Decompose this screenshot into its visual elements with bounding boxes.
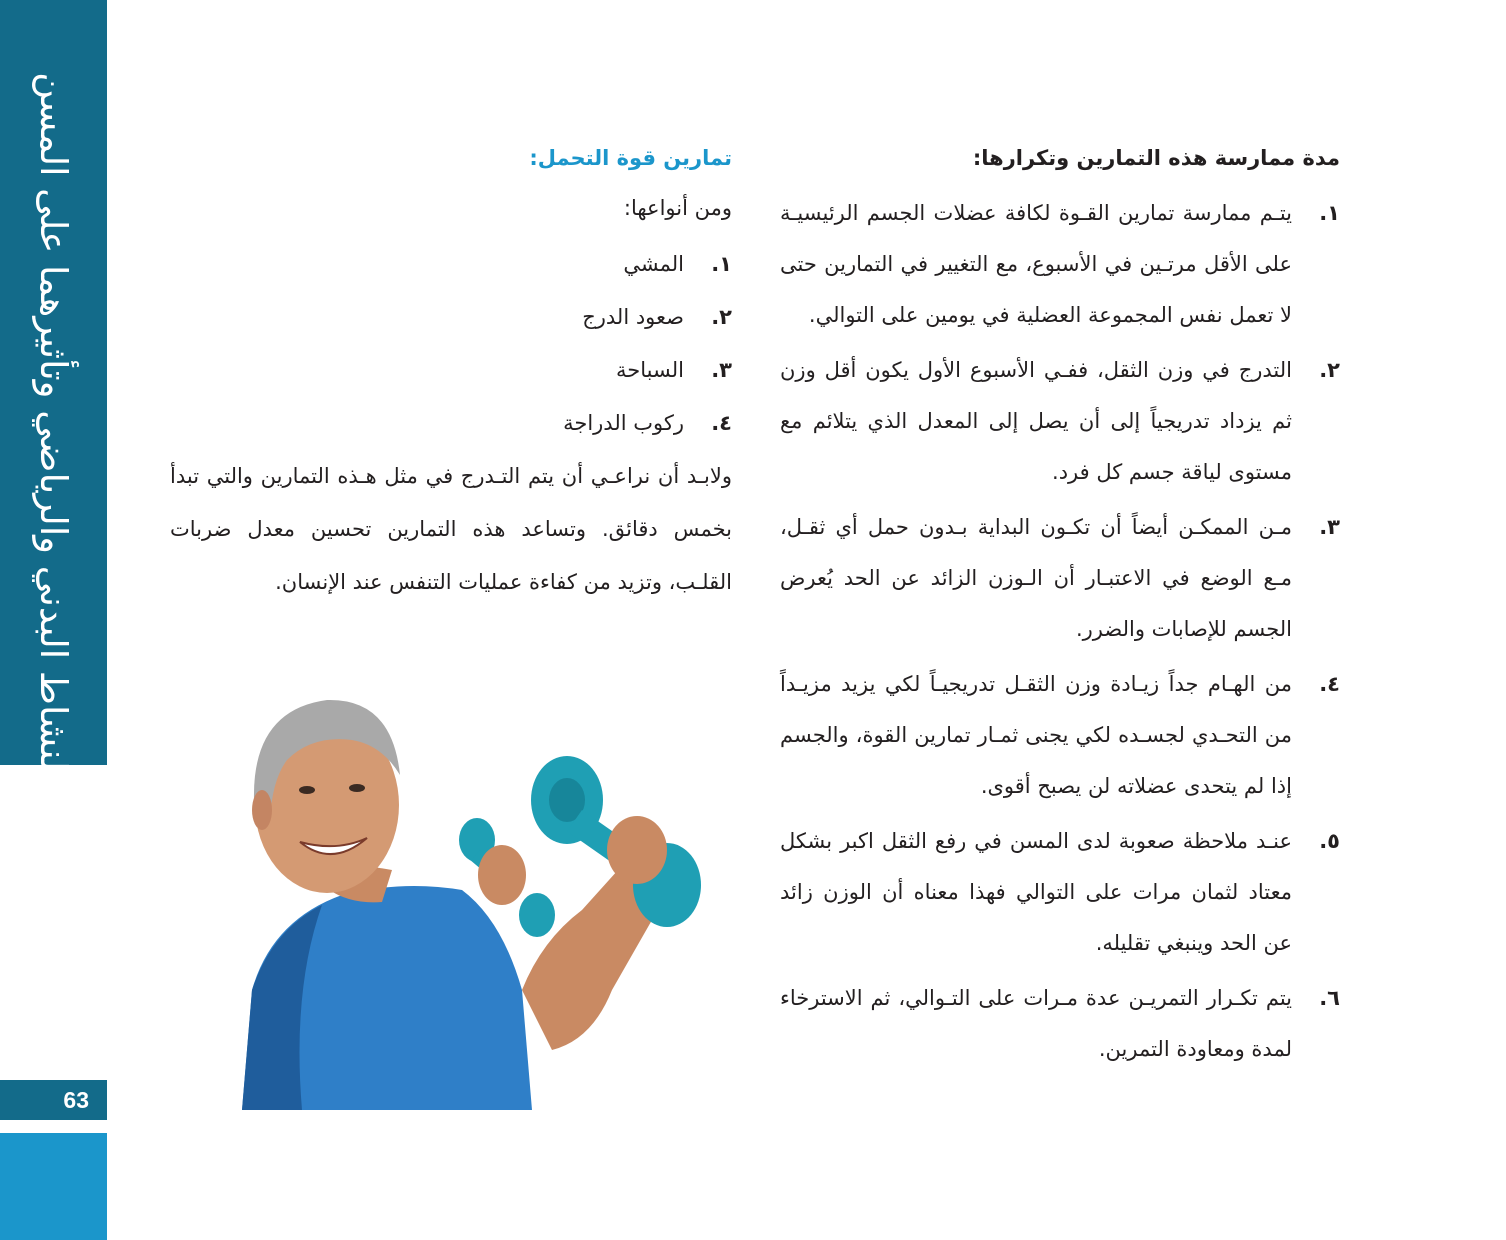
sidebar-bottom-block xyxy=(0,1133,107,1240)
item-number: ٥. xyxy=(1319,829,1340,853)
endurance-heading: تمارين قوة التحمل: xyxy=(529,146,732,170)
list-item xyxy=(780,188,1340,341)
item-text: عنـد ملاحظة صعوبة لدى المسن في رفع الثقل اكبر بشكل معتاد لثمان مرات على التوالي فهذا معناه أن الوزن زائد عن الحد وينبغي تقليله. xyxy=(780,829,1292,955)
item-text: يتـم ممارسة تمارين القـوة لكافة عضلات الجسم الرئيسيـة على الأقل مرتـين في الأسبوع، مع التغيير في التمارين حتى لا تعمل نفس المجموعة العضلية في يومين على التوالي. xyxy=(780,201,1292,327)
item-number: ٤. xyxy=(1319,672,1340,696)
item-text: صعود الدرج xyxy=(582,305,684,329)
item-number: ٣. xyxy=(1319,515,1340,539)
types-intro: ومن أنواعها: xyxy=(623,196,732,220)
endurance-section xyxy=(170,138,732,609)
right-eye xyxy=(349,784,365,792)
item-text: يتم تكـرار التمريـن عدة مـرات على التـوالي، ثم الاسترخاء لمدة ومعاودة التمرين. xyxy=(780,986,1292,1061)
duration-section xyxy=(780,138,1340,1079)
item-number: ١. xyxy=(711,252,732,276)
list-item xyxy=(170,238,732,291)
item-text: المشي xyxy=(623,252,684,276)
duration-list xyxy=(780,188,1340,1075)
duration-heading: مدة ممارسة هذه التمارين وتكرارها: xyxy=(972,146,1340,170)
left-eye xyxy=(299,786,315,794)
list-item xyxy=(780,973,1340,1075)
endurance-paragraph: ولابـد أن نراعـي أن يتم التـدرج في مثل هـذه التمارين والتي تبدأ بخمس دقائق. وتساعد هذه التمارين تحسين معدل ضربات القلـب، وتزيد من كفاءة عمليات التنفس عند الإنسان. xyxy=(170,464,732,594)
list-item xyxy=(780,502,1340,655)
list-item xyxy=(170,291,732,344)
list-item xyxy=(170,397,732,450)
item-text: السباحة xyxy=(616,358,684,382)
left-hand xyxy=(478,845,526,905)
item-number: ٢. xyxy=(711,305,732,329)
endurance-types-list xyxy=(170,238,732,450)
list-item xyxy=(170,344,732,397)
item-text: مـن الممكـن أيضاً أن تكـون البداية بـدون حمل أي ثقـل، مـع الوضع في الاعتبـار أن الـوزن الزائد عن الحد يُعرض الجسم للإصابات والضرر. xyxy=(780,515,1292,641)
ear xyxy=(252,790,272,830)
chapter-title: النشاط البدني والرياضي وتأثيرهما على المسن xyxy=(32,72,75,782)
item-number: ٢. xyxy=(1319,358,1340,382)
item-number: ٤. xyxy=(711,411,732,435)
list-item xyxy=(780,816,1340,969)
item-number: ٣. xyxy=(711,358,732,382)
item-text: ركوب الدراجة xyxy=(563,411,684,435)
item-text: من الهـام جداً زيـادة وزن الثقـل تدريجيـاً لكي يزيد مزيـداً من التحـدي لجسـده لكي يجنى ثمـار تمارين القوة، والجسم إذا لم يتحدى عضلاته لن يصبح أقوى. xyxy=(780,672,1292,798)
page-number: 63 xyxy=(0,1080,107,1120)
item-number: ٦. xyxy=(1319,986,1340,1010)
sidebar-tab xyxy=(0,0,107,782)
item-text: التدرج في وزن الثقل، ففـي الأسبوع الأول يكون أقل وزن ثم يزداد تدريجياً إلى أن يصل إلى المعدل الذي يتلائم مع مستوى لياقة جسم كل فرد. xyxy=(780,358,1292,484)
list-item xyxy=(780,659,1340,812)
right-fist xyxy=(607,816,667,884)
senior-man-dumbbells-photo xyxy=(232,690,722,1110)
item-number: ١. xyxy=(1319,201,1340,225)
list-item xyxy=(780,345,1340,498)
